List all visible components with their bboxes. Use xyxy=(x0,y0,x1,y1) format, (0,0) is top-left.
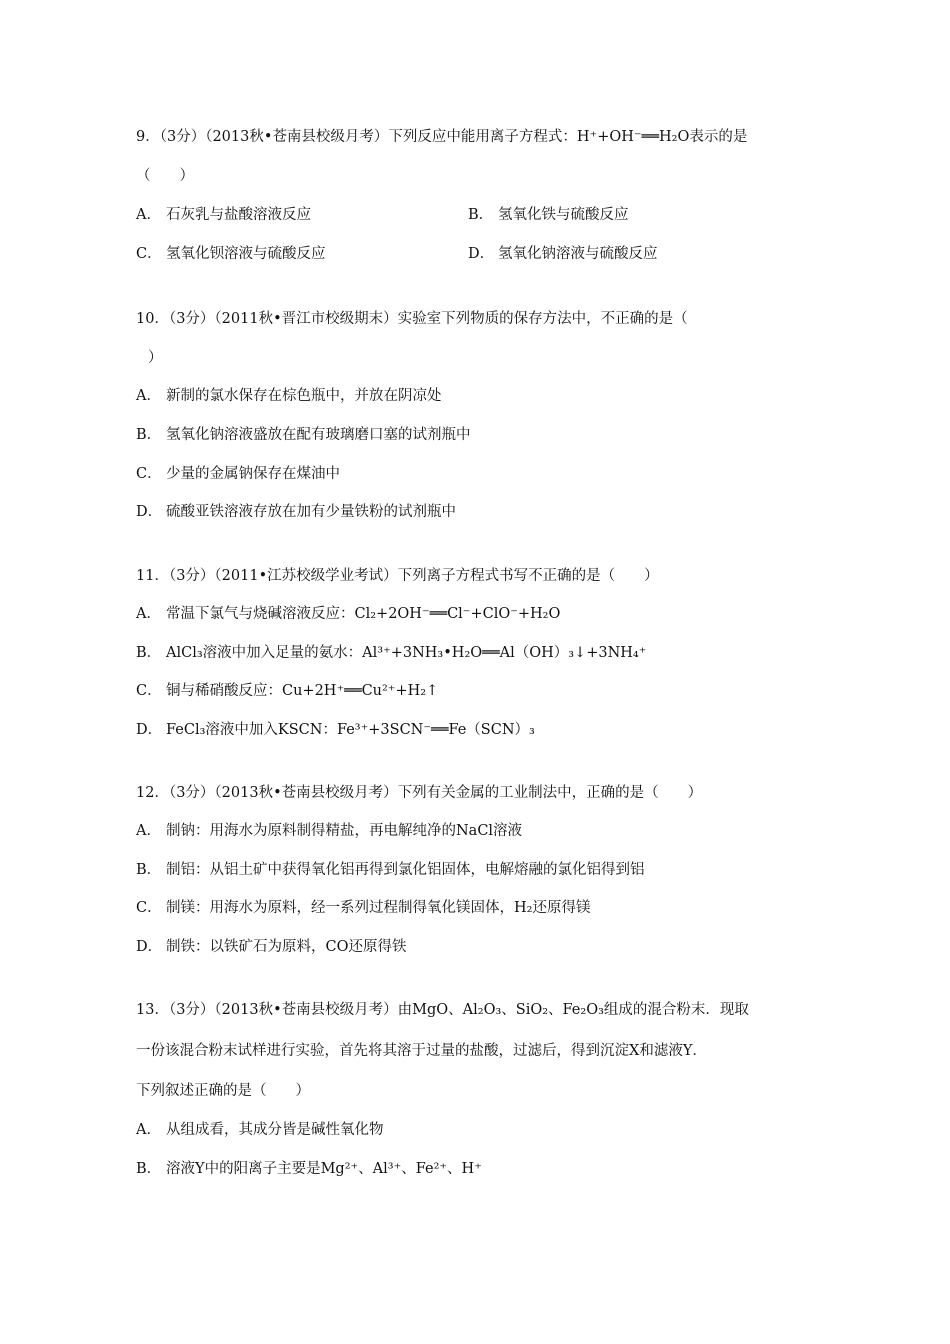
question-12-stem: 12．（3分）（2013秋•苍南县校级月考）下列有关金属的工业制法中，正确的是（ ） xyxy=(136,785,703,801)
option-label: A． xyxy=(136,606,161,622)
question-13-stem-line-2: 一份该混合粉末试样进行实验，首先将其溶于过量的盐酸，过滤后，得到沉淀X和滤液Y． xyxy=(136,1043,707,1059)
question-12-option-b xyxy=(136,860,645,880)
question-9-option-d xyxy=(468,244,658,264)
option-label: B． xyxy=(468,207,494,223)
question-10-option-d xyxy=(136,502,456,522)
option-text: 少量的金属钠保存在煤油中 xyxy=(166,466,340,482)
option-text: 常温下氯气与烧碱溶液反应：Cl₂+2OH⁻══Cl⁻+ClO⁻+H₂O xyxy=(166,606,561,622)
option-text: AlCl₃溶液中加入足量的氨水：Al³⁺+3NH₃•H₂O══Al（OH）₃↓+3NH₄⁺ xyxy=(166,645,647,661)
question-12-option-a xyxy=(136,821,522,841)
question-11-option-c xyxy=(136,681,438,701)
option-text: 新制的氯水保存在棕色瓶中，并放在阴凉处 xyxy=(166,388,442,404)
option-label: D． xyxy=(468,246,495,262)
option-text: FeCl₃溶液中加入KSCN：Fe³⁺+3SCN⁻══Fe（SCN）₃ xyxy=(166,722,535,738)
question-13-option-b xyxy=(136,1159,482,1179)
question-9-option-a xyxy=(136,205,311,225)
question-12-option-c xyxy=(136,898,590,918)
option-label: C． xyxy=(136,246,162,262)
question-13-option-a xyxy=(136,1120,384,1140)
question-13-stem-line-3: 下列叙述正确的是（ ） xyxy=(136,1083,310,1099)
option-label: A． xyxy=(136,1122,161,1138)
question-11-option-a xyxy=(136,604,560,624)
option-label: A． xyxy=(136,823,161,839)
question-10-stem: 10．（3分）（2011秋•晋江市校级期末）实验室下列物质的保存方法中，不正确的是（ xyxy=(136,311,688,327)
option-label: D． xyxy=(136,504,163,520)
question-9-option-c xyxy=(136,244,326,264)
option-label: B． xyxy=(136,645,162,661)
option-text: 制镁：用海水为原料，经一系列过程制得氧化镁固体，H₂还原得镁 xyxy=(166,900,591,916)
option-label: B． xyxy=(136,862,162,878)
option-text: 从组成看，其成分皆是碱性氧化物 xyxy=(166,1122,384,1138)
question-10-option-b xyxy=(136,425,471,445)
option-label: C． xyxy=(136,466,162,482)
option-text: 溶液Y中的阳离子主要是Mg²⁺、Al³⁺、Fe²⁺、H⁺ xyxy=(166,1161,482,1177)
question-9-option-b xyxy=(468,205,629,225)
option-text: 铜与稀硝酸反应：Cu+2H⁺══Cu²⁺+H₂↑ xyxy=(166,683,439,699)
option-label: D． xyxy=(136,722,163,738)
option-label: B． xyxy=(136,427,162,443)
question-11-stem: 11．（3分）（2011•江苏校级学业考试）下列离子方程式书写不正确的是（ ） xyxy=(136,568,659,584)
question-13-stem-line-1: 13．（3分）（2013秋•苍南县校级月考）由MgO、Al₂O₃、SiO₂、Fe₂O₃组成的混合粉末．现取 xyxy=(136,1002,749,1018)
question-10-paren: ） xyxy=(148,350,163,366)
option-text: 氢氧化钠溶液与硫酸反应 xyxy=(498,246,658,262)
option-text: 制铝：从铝土矿中获得氧化铝再得到氯化铝固体，电解熔融的氯化铝得到铝 xyxy=(166,862,645,878)
question-9-paren: （ ） xyxy=(136,168,194,184)
option-label: A． xyxy=(136,388,161,404)
option-text: 氢氧化钠溶液盛放在配有玻璃磨口塞的试剂瓶中 xyxy=(166,427,471,443)
question-11-option-d xyxy=(136,720,535,740)
option-text: 硫酸亚铁溶液存放在加有少量铁粉的试剂瓶中 xyxy=(166,504,456,520)
question-9-stem: 9．（3分）（2013秋•苍南县校级月考）下列反应中能用离子方程式：H⁺+OH⁻══H₂O表示的是 xyxy=(136,129,748,145)
option-text: 制钠：用海水为原料制得精盐，再电解纯净的NaCl溶液 xyxy=(166,823,523,839)
option-label: C． xyxy=(136,900,162,916)
option-text: 石灰乳与盐酸溶液反应 xyxy=(166,207,311,223)
question-10-option-a xyxy=(136,386,442,406)
option-label: D． xyxy=(136,939,163,955)
option-text: 制铁：以铁矿石为原料，CO还原得铁 xyxy=(166,939,407,955)
question-11-option-b xyxy=(136,643,646,663)
question-12-option-d xyxy=(136,937,406,957)
option-label: B． xyxy=(136,1161,162,1177)
option-text: 氢氧化铁与硫酸反应 xyxy=(498,207,629,223)
option-label: A． xyxy=(136,207,161,223)
option-text: 氢氧化钡溶液与硫酸反应 xyxy=(166,246,326,262)
question-10-option-c xyxy=(136,464,340,484)
option-label: C． xyxy=(136,683,162,699)
